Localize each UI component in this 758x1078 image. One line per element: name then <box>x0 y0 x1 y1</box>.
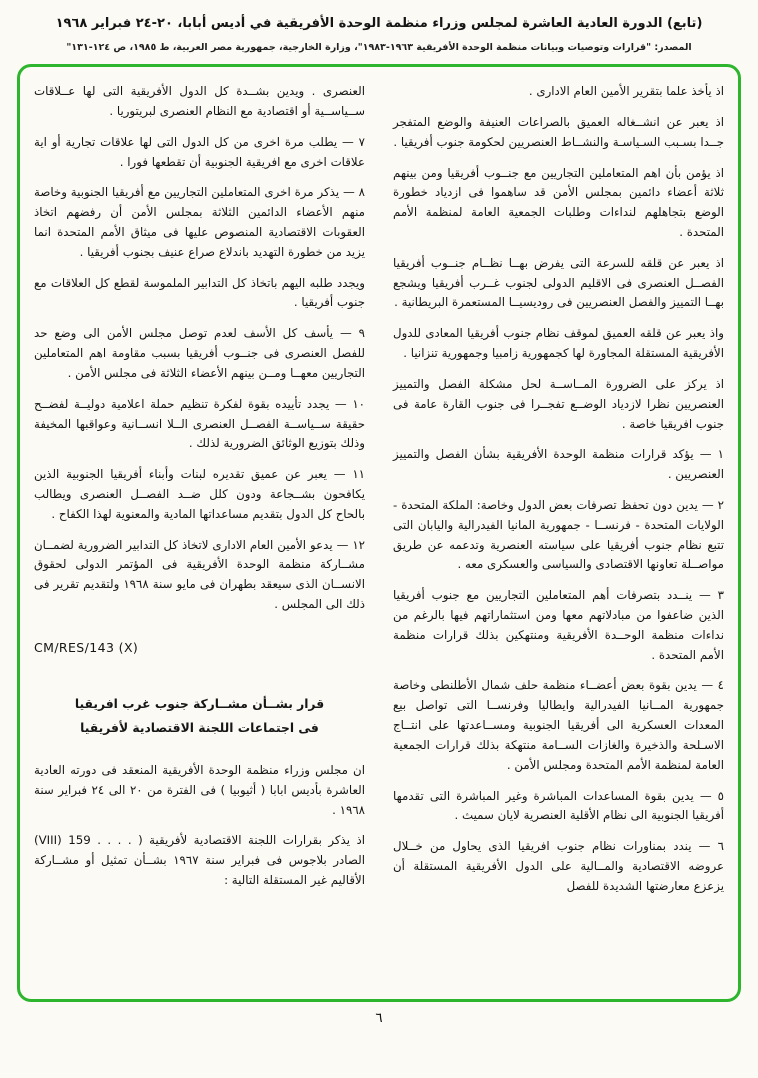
paragraph: واذ يعبر عن قلقه العميق لموقف نظام جنوب أفريقيا المعادى للدول الأفريقية المستقلة المجاورة لها كجمهورية زامبيا وجمهورية تنزانيا . <box>393 326 724 361</box>
paragraph: العنصرى . ويدين بشــدة كل الدول الأفريقية التى لها عــلاقات ســياســية أو اقتصادية مع النظام العنصرى لبريتوريا . <box>34 84 365 118</box>
paragraph: اذ يعبر عن قلقه للسرعة التى يفرض بهــا نظــام جنــوب أفريقيا الفصــل العنصرى فى الاقليم الدولى لجنوب غــرب أفريقيا ويشجع بهــا التمييز والفصل العنصريين فى روديسيــا المستعمرة البريطانية . <box>393 255 724 310</box>
column-right <box>393 82 724 907</box>
column-left <box>34 82 365 902</box>
paragraph: اذ يذكر بقرارات اللجنة الاقتصادية لأفريقية ( . . . . 159 (VIII) الصادر بلاجوس فى فبراير سنة ١٩٦٧ بشــأن تمثيل أو مشــاركة الأقاليم غير المستقلة التالية : <box>34 833 365 888</box>
paragraph: اذ يؤمن بأن اهم المتعاملين التجاريين مع جنــوب أفريقيا ومن بينهم ثلاثة أعضاء دائمين بمجلس الأمن قد ساهموا فى ازدياد خطورة الوضع بتجاهلهم لنداءات وطلبات الجمعية العامة لمنظمة الأمم المتحدة . <box>393 165 724 240</box>
paragraph: ٦ — يندد بمناورات نظام جنوب افريقيا الذى يحاول من خــلال عروضه الاقتصادية والمــالية على الدول الأفريقية المستقلة أن يزعزع معارضتها الشديدة للفصل <box>393 839 724 893</box>
paragraph: ٣ — ينــدد بتصرفات أهم المتعاملين التجاريين مع جنوب أفريقيا الذين ضاعفوا من مبادلاتهم معها ومن استثماراتهم فيها بالرغم من نداءات منظمة الوحــدة الأفريقية ومنتهكين بذلك قرارات منظمة الأمم المتحدة . <box>393 588 724 662</box>
paragraph: اذ يعبر عن انشــغاله العميق بالصراعات العنيفة والوضع المتفجر جــدا بسـبب السـياسـة والنشــاط العنصريين لحكومة جنوب أفريقيا . <box>393 114 724 149</box>
paragraph: اذ يركز على الضرورة المــاســة لحل مشكلة الفصل والتمييز العنصريين نظرا لازدياد الوضــع تفجــرا فى جنوب القارة عامة فى جنوب افريقيا خاصة . <box>393 376 724 431</box>
paragraph: اذ يأخذ علما بتقرير الأمين العام الادارى . <box>528 84 724 99</box>
page-number: ٦ <box>375 1010 383 1027</box>
paragraph: ٢ — يدين دون تحفظ تصرفات بعض الدول وخاصة: الملكة المتحدة - الولايات المتحدة - فرنســا - جمهورية المانيا الفيدرالية واليابان التى تتبع نظام جنوب أفريقيا على سياسته العنصرية وتدعمه عن طريق مواصــلة تعاونها الاقتصادى والسياسى والعسكرى معه . <box>393 497 724 572</box>
document-header <box>0 14 758 53</box>
paragraph: ١٢ — يدعو الأمين العام الادارى لاتخاذ كل التدابير الضرورية لضمــان مشــاركة منظمة الوحدة الأفريقية فى المؤتمر الدولى لحقوق الانســان الذى سيعقد بطهران فى مايو سنة ١٩٦٨ ولتقديم تقرير فى ذلك الى المجلس . <box>34 537 365 612</box>
paragraph: ٨ — يذكر مرة اخرى المتعاملين التجاريين مع أفريقيا الجنوبية وخاصة منهم الأعضاء الدائمين الثلاثة بمجلس الأمن أن رفضهم اتخاذ العقوبات الاقتصادية المنصوص عليها فى ميثاق الأمم المتحدة انما يزيد من خطورة التهديد باندلاع صراع عنيف بجنوب أفريقيا . <box>34 185 365 259</box>
paragraph: ٧ — يطلب مرة اخرى من كل الدول التى لها علاقات تجارية أو اية علاقات اخرى مع افريقية الجنوبية أن تقطعها فورا . <box>34 134 365 169</box>
resolution-heading-line2: فى اجتماعات اللجنة الاقتصادية لأفريقيا <box>80 721 319 736</box>
paragraph: ١٠ — يجدد تأييده بقوة لفكرة تنظيم حملة اعلامية دوليــة لفضــح حقيقة ســياســة الفصــل العنصرى الــلا انســانية وعواقبها المخيفة وذلك بتوزيع الوثائق الضرورية لذلك . <box>34 396 365 451</box>
paragraph: ٥ — يدين بقوة المساعدات المباشرة وغير المباشرة التى تقدمها أفريقيا الجنوبية الى نظام الأقلية العنصرية لايان سميث . <box>393 788 724 823</box>
paragraph: ٩ — يأسف كل الأسف لعدم توصل مجلس الأمن الى وضع حد للفصل العنصرى فى جنــوب أفريقيا بسبب مقاومة اهم المتعاملين التجاريين معهــا ومــن بينهم الأعضاء الثلاثة فى مجلس الأمن . <box>34 326 365 380</box>
green-frame <box>17 64 741 1002</box>
paragraph: ١ — يؤكد قرارات منظمة الوحدة الأفريقية بشأن الفصل والتمييز العنصريين . <box>393 447 724 482</box>
resolution-heading <box>34 692 365 741</box>
document-source-line: المصدر: "قرارات وتوصيات وبيانات منظمة الوحدة الأفريقية ١٩٦٣-١٩٨٣"، وزارة الخارجية، جمهورية مصر العربية، ط ١٩٨٥، ص ١٢٤-١٣١" <box>66 42 692 54</box>
paragraph: ١١ — يعبر عن عميق تقديره لبنات وأبناء أفريقيا الجنوبية الذين يكافحون بشــجاعة ودون كلل ضــد الفصــل العنصرى ويطالب بالحاح كل الدول بتقديم مساعداتها المادية والمعنوية لهذا الكفاح . <box>34 467 365 521</box>
paragraph: ٤ — يدين بقوة بعض أعضــاء منظمة حلف شمال الأطلنطى وخاصة جمهورية المــانيا الفيدرالية وايطاليا وفرنســا التى تواصل بيع المعدات العسكرية الى أفريقيا الجنوبية ومســاعدتها على انتــاج الاسـلحة والذخيرة والغازات الســامة منتهكة بذلك قرارات الجمعية العامة لمنظمة الأمم المتحدة ومجلس الأمن . <box>393 678 724 772</box>
document-title: (تابع) الدورة العادية العاشرة لمجلس وزراء منظمة الوحدة الأفريقية في أديس أبابا، ٢٠-٢٤ فبراير ١٩٦٨ <box>55 16 703 31</box>
paragraph: ويجدد طلبه اليهم باتخاذ كل التدابير الملموسة لقطع كل العلاقات مع جنوب أفريقيا . <box>34 275 365 310</box>
resolution-reference: CM/RES/143 (X) <box>34 639 139 655</box>
resolution-heading-line1: قرار بشــأن مشــاركة جنوب غرب افريقيا <box>74 696 325 711</box>
paragraph: ان مجلس وزراء منظمة الوحدة الأفريقية المنعقد فى دورته العادية العاشرة بأديس ابابا ( أثيوبيا ) فى الفترة من ٢٠ الى ٢٤ فبراير سنة ١٩٦٨ . <box>34 763 366 817</box>
two-column-layout <box>34 82 724 907</box>
document-footer <box>0 1002 758 1034</box>
